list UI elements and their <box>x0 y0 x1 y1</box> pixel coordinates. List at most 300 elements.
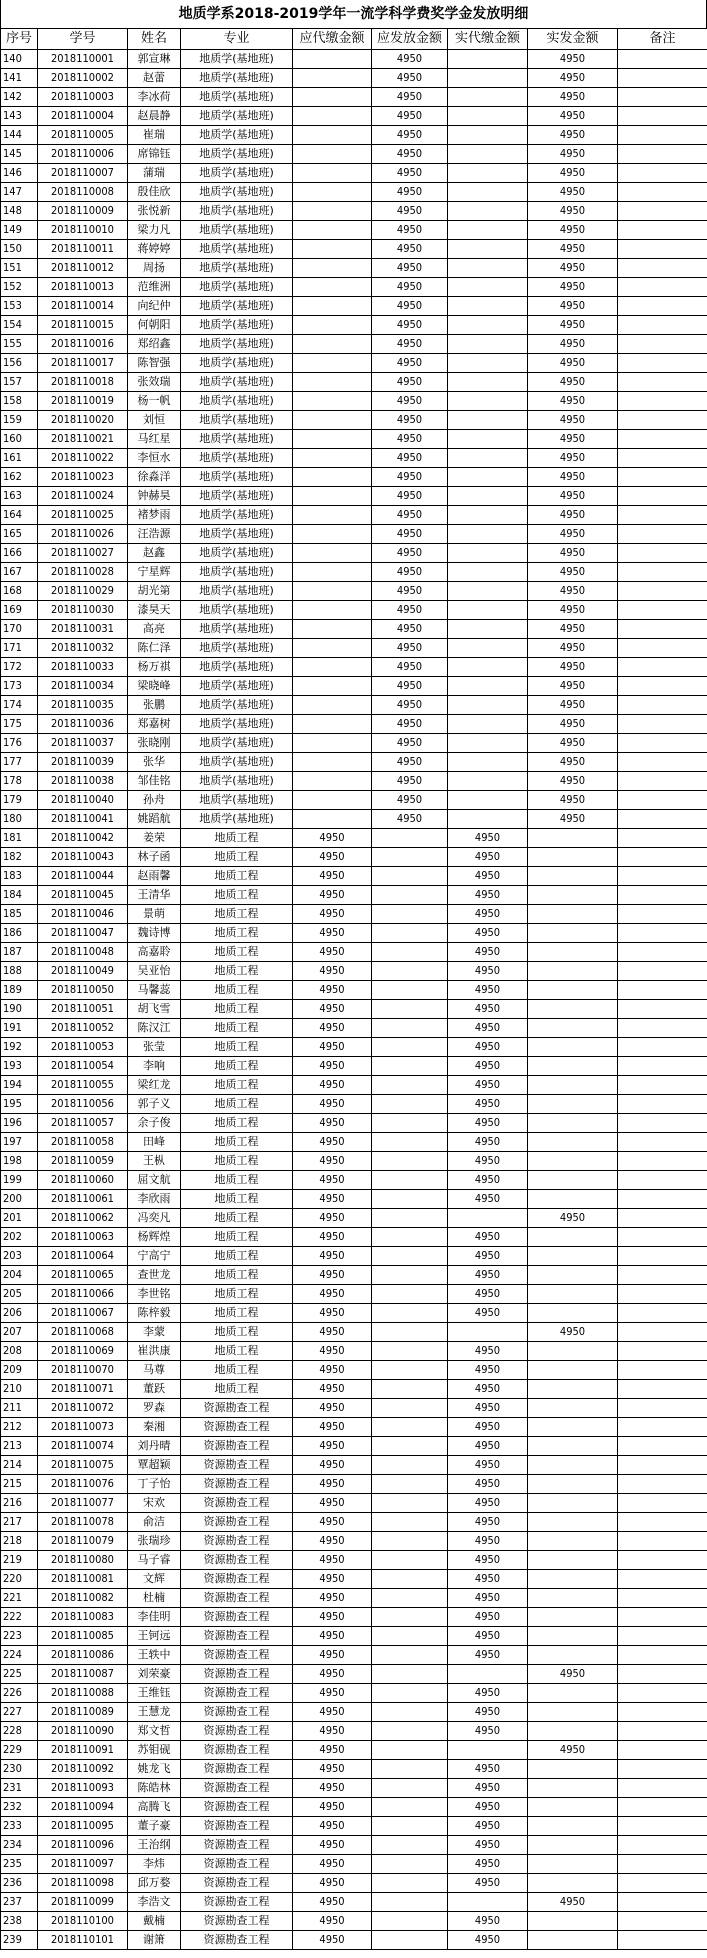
cell-name: 田峰 <box>128 1133 181 1152</box>
table-row <box>1 202 707 221</box>
cell-student-id: 2018110046 <box>38 905 128 924</box>
cell-withheld-actual <box>448 88 528 107</box>
cell-index: 224 <box>1 1646 38 1665</box>
cell-withheld-due <box>293 373 372 392</box>
table-row <box>1 1323 707 1342</box>
cell-student-id: 2018110078 <box>38 1513 128 1532</box>
cell-index: 222 <box>1 1608 38 1627</box>
table-row <box>1 1247 707 1266</box>
cell-payable: 4950 <box>372 506 448 525</box>
cell-payable <box>372 1133 448 1152</box>
cell-withheld-actual: 4950 <box>448 1475 528 1494</box>
cell-withheld-actual <box>448 525 528 544</box>
table-row <box>1 791 707 810</box>
cell-name: 屈文航 <box>128 1171 181 1190</box>
cell-withheld-due <box>293 297 372 316</box>
table-row <box>1 1665 707 1684</box>
cell-index: 182 <box>1 848 38 867</box>
cell-payable <box>372 1038 448 1057</box>
table-row <box>1 392 707 411</box>
cell-index: 239 <box>1 1931 38 1950</box>
cell-paid <box>528 1095 618 1114</box>
cell-remarks <box>618 316 707 335</box>
cell-withheld-actual: 4950 <box>448 848 528 867</box>
header-index: 序号 <box>1 29 38 50</box>
cell-withheld-due: 4950 <box>293 1171 372 1190</box>
cell-withheld-due: 4950 <box>293 1228 372 1247</box>
table-row <box>1 1304 707 1323</box>
cell-payable <box>372 1095 448 1114</box>
cell-remarks <box>618 1893 707 1912</box>
cell-index: 186 <box>1 924 38 943</box>
cell-name: 梁力凡 <box>128 221 181 240</box>
cell-major: 地质工程 <box>181 962 293 981</box>
cell-index: 218 <box>1 1532 38 1551</box>
cell-withheld-due <box>293 601 372 620</box>
cell-payable <box>372 1836 448 1855</box>
table-row <box>1 1760 707 1779</box>
cell-name: 邱万婺 <box>128 1874 181 1893</box>
cell-name: 董跃 <box>128 1380 181 1399</box>
cell-withheld-due: 4950 <box>293 1418 372 1437</box>
cell-withheld-due: 4950 <box>293 886 372 905</box>
cell-student-id: 2018110057 <box>38 1114 128 1133</box>
cell-paid <box>528 1228 618 1247</box>
cell-name: 李浩文 <box>128 1893 181 1912</box>
cell-name: 李响 <box>128 1057 181 1076</box>
cell-withheld-actual: 4950 <box>448 1361 528 1380</box>
cell-withheld-due: 4950 <box>293 943 372 962</box>
cell-remarks <box>618 525 707 544</box>
cell-remarks <box>618 1551 707 1570</box>
cell-student-id: 2018110003 <box>38 88 128 107</box>
cell-withheld-actual <box>448 1741 528 1760</box>
cell-withheld-actual: 4950 <box>448 1703 528 1722</box>
table-row <box>1 107 707 126</box>
cell-withheld-actual: 4950 <box>448 1722 528 1741</box>
cell-remarks <box>618 430 707 449</box>
cell-withheld-actual <box>448 1893 528 1912</box>
cell-student-id: 2018110052 <box>38 1019 128 1038</box>
cell-withheld-due <box>293 620 372 639</box>
cell-major: 地质学(基地班) <box>181 202 293 221</box>
table-row <box>1 1000 707 1019</box>
cell-withheld-due: 4950 <box>293 1437 372 1456</box>
cell-withheld-due <box>293 335 372 354</box>
cell-remarks <box>618 107 707 126</box>
cell-paid <box>528 1855 618 1874</box>
cell-payable: 4950 <box>372 791 448 810</box>
cell-index: 147 <box>1 183 38 202</box>
cell-index: 232 <box>1 1798 38 1817</box>
cell-major: 资源勘查工程 <box>181 1912 293 1931</box>
cell-withheld-due: 4950 <box>293 1665 372 1684</box>
cell-withheld-actual: 4950 <box>448 1095 528 1114</box>
cell-paid <box>528 1456 618 1475</box>
table-row <box>1 734 707 753</box>
cell-name: 郭子义 <box>128 1095 181 1114</box>
cell-index: 159 <box>1 411 38 430</box>
cell-index: 169 <box>1 601 38 620</box>
cell-paid: 4950 <box>528 468 618 487</box>
cell-withheld-due <box>293 677 372 696</box>
cell-paid <box>528 1000 618 1019</box>
cell-index: 164 <box>1 506 38 525</box>
cell-paid: 4950 <box>528 411 618 430</box>
cell-student-id: 2018110022 <box>38 449 128 468</box>
cell-remarks <box>618 1361 707 1380</box>
cell-remarks <box>618 1380 707 1399</box>
cell-remarks <box>618 1304 707 1323</box>
cell-name: 高腾飞 <box>128 1798 181 1817</box>
cell-major: 地质工程 <box>181 943 293 962</box>
cell-name: 魏诗博 <box>128 924 181 943</box>
cell-index: 171 <box>1 639 38 658</box>
cell-withheld-due: 4950 <box>293 1760 372 1779</box>
cell-remarks <box>618 924 707 943</box>
cell-student-id: 2018110076 <box>38 1475 128 1494</box>
table-row <box>1 1684 707 1703</box>
cell-withheld-actual: 4950 <box>448 1114 528 1133</box>
cell-name: 戴楠 <box>128 1912 181 1931</box>
cell-withheld-actual: 4950 <box>448 1589 528 1608</box>
table-row <box>1 924 707 943</box>
cell-index: 188 <box>1 962 38 981</box>
cell-withheld-actual: 4950 <box>448 1779 528 1798</box>
cell-index: 233 <box>1 1817 38 1836</box>
cell-paid <box>528 1437 618 1456</box>
cell-withheld-due: 4950 <box>293 1285 372 1304</box>
cell-student-id: 2018110097 <box>38 1855 128 1874</box>
cell-index: 150 <box>1 240 38 259</box>
cell-name: 赵晨静 <box>128 107 181 126</box>
cell-withheld-due: 4950 <box>293 1114 372 1133</box>
table-row <box>1 1570 707 1589</box>
cell-index: 192 <box>1 1038 38 1057</box>
cell-index: 229 <box>1 1741 38 1760</box>
table-row <box>1 1893 707 1912</box>
cell-remarks <box>618 696 707 715</box>
cell-name: 何朝阳 <box>128 316 181 335</box>
cell-student-id: 2018110093 <box>38 1779 128 1798</box>
cell-student-id: 2018110033 <box>38 658 128 677</box>
cell-student-id: 2018110090 <box>38 1722 128 1741</box>
cell-withheld-actual: 4950 <box>448 1152 528 1171</box>
table-row <box>1 1266 707 1285</box>
cell-withheld-due: 4950 <box>293 1038 372 1057</box>
cell-remarks <box>618 715 707 734</box>
cell-withheld-actual: 4950 <box>448 1437 528 1456</box>
cell-remarks <box>618 1874 707 1893</box>
header-withheld-actual: 实代缴金额 <box>448 29 528 50</box>
cell-withheld-due: 4950 <box>293 1741 372 1760</box>
cell-remarks <box>618 449 707 468</box>
cell-major: 地质工程 <box>181 1285 293 1304</box>
cell-remarks <box>618 1114 707 1133</box>
table-row <box>1 1057 707 1076</box>
cell-paid <box>528 1247 618 1266</box>
cell-paid: 4950 <box>528 221 618 240</box>
cell-paid <box>528 1057 618 1076</box>
cell-withheld-actual: 4950 <box>448 1912 528 1931</box>
cell-withheld-due <box>293 164 372 183</box>
cell-major: 地质学(基地班) <box>181 658 293 677</box>
cell-withheld-due: 4950 <box>293 1456 372 1475</box>
cell-withheld-due <box>293 69 372 88</box>
cell-paid <box>528 1874 618 1893</box>
table-row <box>1 962 707 981</box>
cell-name: 马子睿 <box>128 1551 181 1570</box>
table-row <box>1 1703 707 1722</box>
cell-withheld-actual: 4950 <box>448 1019 528 1038</box>
cell-student-id: 2018110068 <box>38 1323 128 1342</box>
cell-major: 地质工程 <box>181 1304 293 1323</box>
cell-paid: 4950 <box>528 487 618 506</box>
cell-major: 地质工程 <box>181 1266 293 1285</box>
cell-payable <box>372 829 448 848</box>
cell-paid <box>528 1570 618 1589</box>
cell-major: 地质学(基地班) <box>181 753 293 772</box>
cell-major: 地质工程 <box>181 1171 293 1190</box>
cell-remarks <box>618 88 707 107</box>
cell-paid: 4950 <box>528 1323 618 1342</box>
cell-withheld-actual: 4950 <box>448 905 528 924</box>
cell-major: 地质学(基地班) <box>181 525 293 544</box>
cell-paid: 4950 <box>528 1893 618 1912</box>
cell-payable: 4950 <box>372 582 448 601</box>
cell-paid <box>528 1779 618 1798</box>
cell-student-id: 2018110026 <box>38 525 128 544</box>
cell-withheld-actual <box>448 601 528 620</box>
cell-payable <box>372 1551 448 1570</box>
cell-payable <box>372 1418 448 1437</box>
cell-paid: 4950 <box>528 1665 618 1684</box>
cell-student-id: 2018110045 <box>38 886 128 905</box>
cell-paid: 4950 <box>528 69 618 88</box>
cell-payable <box>372 1722 448 1741</box>
cell-major: 资源勘查工程 <box>181 1570 293 1589</box>
cell-remarks <box>618 1646 707 1665</box>
cell-student-id: 2018110088 <box>38 1684 128 1703</box>
cell-name: 郭宣琳 <box>128 50 181 69</box>
cell-withheld-actual: 4950 <box>448 1133 528 1152</box>
cell-index: 179 <box>1 791 38 810</box>
cell-index: 183 <box>1 867 38 886</box>
cell-name: 陈梓毅 <box>128 1304 181 1323</box>
cell-remarks <box>618 50 707 69</box>
cell-payable <box>372 1532 448 1551</box>
cell-remarks <box>618 791 707 810</box>
cell-major: 地质学(基地班) <box>181 582 293 601</box>
cell-index: 207 <box>1 1323 38 1342</box>
cell-payable: 4950 <box>372 468 448 487</box>
cell-payable <box>372 1760 448 1779</box>
cell-withheld-due <box>293 525 372 544</box>
cell-withheld-actual <box>448 373 528 392</box>
table-row <box>1 183 707 202</box>
table-row <box>1 677 707 696</box>
cell-payable: 4950 <box>372 658 448 677</box>
cell-withheld-due <box>293 411 372 430</box>
cell-index: 184 <box>1 886 38 905</box>
cell-payable <box>372 1247 448 1266</box>
cell-index: 163 <box>1 487 38 506</box>
table-row <box>1 1285 707 1304</box>
cell-student-id: 2018110055 <box>38 1076 128 1095</box>
table-row <box>1 468 707 487</box>
cell-payable <box>372 1589 448 1608</box>
table-row <box>1 1019 707 1038</box>
cell-remarks <box>618 810 707 829</box>
cell-paid <box>528 981 618 1000</box>
table-row <box>1 1095 707 1114</box>
cell-major: 地质工程 <box>181 1019 293 1038</box>
cell-withheld-actual <box>448 316 528 335</box>
cell-withheld-actual <box>448 278 528 297</box>
cell-withheld-actual: 4950 <box>448 1247 528 1266</box>
cell-student-id: 2018110009 <box>38 202 128 221</box>
cell-paid: 4950 <box>528 278 618 297</box>
cell-payable: 4950 <box>372 639 448 658</box>
cell-paid <box>528 1361 618 1380</box>
cell-payable <box>372 1684 448 1703</box>
cell-payable: 4950 <box>372 50 448 69</box>
cell-withheld-due: 4950 <box>293 1513 372 1532</box>
cell-index: 197 <box>1 1133 38 1152</box>
table-row <box>1 240 707 259</box>
cell-student-id: 2018110049 <box>38 962 128 981</box>
cell-payable: 4950 <box>372 544 448 563</box>
cell-major: 资源勘查工程 <box>181 1475 293 1494</box>
cell-withheld-actual: 4950 <box>448 1285 528 1304</box>
cell-payable <box>372 1190 448 1209</box>
cell-payable: 4950 <box>372 183 448 202</box>
cell-paid <box>528 1190 618 1209</box>
cell-major: 地质学(基地班) <box>181 297 293 316</box>
cell-paid <box>528 924 618 943</box>
sheet-title: 地质学系2018-2019学年一流学科学费奖学金发放明细 <box>0 0 707 28</box>
cell-name: 王治纲 <box>128 1836 181 1855</box>
cell-student-id: 2018110048 <box>38 943 128 962</box>
cell-withheld-due: 4950 <box>293 1551 372 1570</box>
cell-student-id: 2018110011 <box>38 240 128 259</box>
cell-withheld-due <box>293 544 372 563</box>
cell-student-id: 2018110077 <box>38 1494 128 1513</box>
table-row <box>1 1209 707 1228</box>
table-row <box>1 1722 707 1741</box>
cell-major: 地质工程 <box>181 1247 293 1266</box>
cell-remarks <box>618 468 707 487</box>
cell-student-id: 2018110002 <box>38 69 128 88</box>
cell-major: 地质工程 <box>181 1152 293 1171</box>
cell-payable: 4950 <box>372 202 448 221</box>
cell-remarks <box>618 1152 707 1171</box>
table-row <box>1 715 707 734</box>
cell-withheld-due <box>293 810 372 829</box>
cell-payable <box>372 1209 448 1228</box>
cell-index: 217 <box>1 1513 38 1532</box>
cell-withheld-due: 4950 <box>293 924 372 943</box>
table-row <box>1 1912 707 1931</box>
cell-payable <box>372 943 448 962</box>
cell-remarks <box>618 1171 707 1190</box>
cell-major: 地质工程 <box>181 1342 293 1361</box>
cell-student-id: 2018110014 <box>38 297 128 316</box>
cell-remarks <box>618 487 707 506</box>
cell-student-id: 2018110013 <box>38 278 128 297</box>
cell-withheld-due: 4950 <box>293 1855 372 1874</box>
cell-paid <box>528 943 618 962</box>
cell-withheld-actual: 4950 <box>448 1931 528 1950</box>
cell-paid <box>528 1171 618 1190</box>
table-row <box>1 981 707 1000</box>
cell-paid <box>528 1114 618 1133</box>
cell-index: 200 <box>1 1190 38 1209</box>
cell-major: 资源勘查工程 <box>181 1741 293 1760</box>
cell-major: 地质学(基地班) <box>181 145 293 164</box>
cell-withheld-actual <box>448 658 528 677</box>
cell-index: 158 <box>1 392 38 411</box>
table-row <box>1 601 707 620</box>
cell-major: 资源勘查工程 <box>181 1779 293 1798</box>
cell-paid: 4950 <box>528 1209 618 1228</box>
cell-withheld-due: 4950 <box>293 1874 372 1893</box>
cell-withheld-actual <box>448 582 528 601</box>
cell-student-id: 2018110036 <box>38 715 128 734</box>
cell-student-id: 2018110027 <box>38 544 128 563</box>
cell-index: 157 <box>1 373 38 392</box>
table-row <box>1 525 707 544</box>
cell-major: 地质学(基地班) <box>181 620 293 639</box>
cell-payable: 4950 <box>372 240 448 259</box>
cell-name: 陈汉江 <box>128 1019 181 1038</box>
cell-student-id: 2018110071 <box>38 1380 128 1399</box>
cell-remarks <box>618 1057 707 1076</box>
cell-withheld-due: 4950 <box>293 1076 372 1095</box>
cell-withheld-due <box>293 50 372 69</box>
cell-student-id: 2018110044 <box>38 867 128 886</box>
cell-name: 胡飞雪 <box>128 1000 181 1019</box>
cell-major: 地质学(基地班) <box>181 810 293 829</box>
cell-withheld-actual: 4950 <box>448 1266 528 1285</box>
cell-major: 地质学(基地班) <box>181 563 293 582</box>
cell-student-id: 2018110096 <box>38 1836 128 1855</box>
cell-payable: 4950 <box>372 145 448 164</box>
cell-withheld-due <box>293 221 372 240</box>
cell-name: 周扬 <box>128 259 181 278</box>
table-row <box>1 848 707 867</box>
cell-payable <box>372 1323 448 1342</box>
table-row <box>1 1513 707 1532</box>
cell-student-id: 2018110089 <box>38 1703 128 1722</box>
cell-withheld-due: 4950 <box>293 1798 372 1817</box>
cell-withheld-actual <box>448 677 528 696</box>
cell-paid: 4950 <box>528 107 618 126</box>
cell-index: 189 <box>1 981 38 1000</box>
cell-withheld-actual: 4950 <box>448 981 528 1000</box>
cell-withheld-actual <box>448 620 528 639</box>
cell-payable <box>372 924 448 943</box>
cell-student-id: 2018110067 <box>38 1304 128 1323</box>
cell-paid: 4950 <box>528 734 618 753</box>
cell-withheld-actual <box>448 335 528 354</box>
cell-remarks <box>618 1266 707 1285</box>
table-row <box>1 1608 707 1627</box>
table-row <box>1 506 707 525</box>
cell-withheld-actual: 4950 <box>448 943 528 962</box>
cell-name: 郑嘉树 <box>128 715 181 734</box>
cell-withheld-due: 4950 <box>293 1133 372 1152</box>
